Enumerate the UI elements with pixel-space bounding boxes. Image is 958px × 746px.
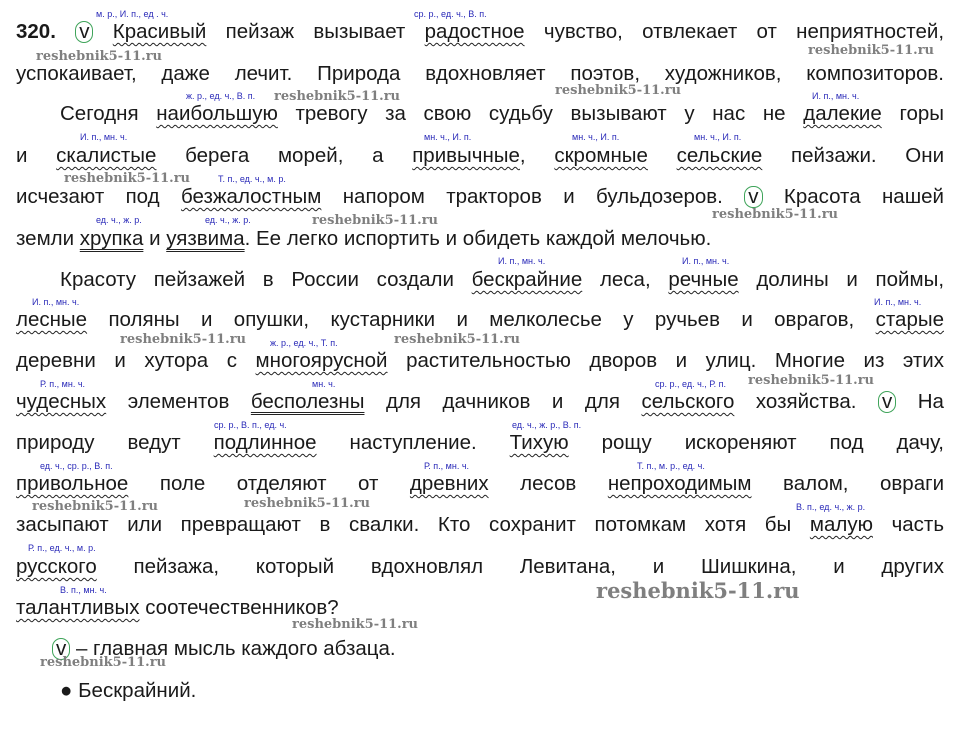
word-bezzhalostnym: безжалостным xyxy=(180,185,322,208)
annotation: Р. п., мн. ч. xyxy=(424,461,470,471)
watermark: reshebnik5-11.ru xyxy=(312,213,439,228)
watermark: reshebnik5-11.ru xyxy=(808,43,935,58)
annotation: И. п., мн. ч. xyxy=(812,91,860,101)
word-selskie: сельские xyxy=(676,144,763,167)
word-mnogoyarusnoi: многоярусной xyxy=(255,349,388,372)
word-podlinnoe: подлинное xyxy=(213,431,317,454)
main-idea-mark: v xyxy=(744,186,762,208)
annotation: мн. ч., И. п. xyxy=(572,132,620,142)
word-dalekie: далекие xyxy=(803,102,882,125)
annotation: В. п., мн. ч. xyxy=(60,585,107,595)
word-selskogo: сельского xyxy=(641,390,735,413)
word-naibolshuyu: наибольшую xyxy=(156,102,278,125)
annotation: В. п., ед. ч., ж. р. xyxy=(796,502,866,512)
watermark: reshebnik5-11.ru xyxy=(32,499,159,514)
word-privychnye: привычные xyxy=(412,144,520,167)
watermark: reshebnik5-11.ru xyxy=(64,171,191,186)
annotation: ед. ч., ж. р. xyxy=(96,215,142,225)
answer-line: ● Бескрайний. xyxy=(60,679,197,702)
annotation: м. р., И. п., ед . ч. xyxy=(96,9,169,19)
bullet-icon: ● xyxy=(60,679,73,702)
main-idea-mark: v xyxy=(52,638,70,660)
word-drevnih: древних xyxy=(409,472,489,495)
word-skromnye: скромные xyxy=(554,144,648,167)
word-tihuyu: Тихую xyxy=(509,431,569,454)
annotation: мн. ч., И. п. xyxy=(424,132,472,142)
text-line-7: Красоту пейзажей в России создали бескрайние леса, речные долины и поймы, xyxy=(60,268,945,291)
annotation: мн. ч., И. п. xyxy=(694,132,742,142)
word-hrupka: хрупка xyxy=(79,227,144,250)
annotation: Т. п., ед. ч., м. р. xyxy=(218,174,286,184)
annotation: ср. р., ед. ч., Р. п. xyxy=(655,379,726,389)
word-russkogo: русского xyxy=(16,555,97,578)
word-lesnye: лесные xyxy=(16,308,88,331)
text-line-9: деревни и хутора с многоярусной растительностью дворов и улиц. Многие из этих xyxy=(16,349,944,372)
watermark: reshebnik5-11.ru xyxy=(244,496,371,511)
word-starye: старые xyxy=(875,308,944,331)
word-radostnoe: радостное xyxy=(424,20,525,43)
watermark: reshebnik5-11.ru xyxy=(274,89,401,104)
watermark: reshebnik5-11.ru xyxy=(394,332,521,347)
word-uyazvima: уязвима xyxy=(166,227,245,250)
text-line-4: и скалистые берега морей, а привычные, скромные сельские пейзажи. Они xyxy=(16,144,945,167)
watermark: reshebnik5-11.ru xyxy=(596,578,800,603)
annotation: ед. ч., ср. р., В. п. xyxy=(40,461,113,471)
annotation: И. п., мн. ч. xyxy=(80,132,128,142)
legend-line: v – главная мысль каждого абзаца. xyxy=(52,637,396,661)
word-chudesnyh: чудесных xyxy=(16,390,107,413)
word-maluyu: малую xyxy=(809,513,873,536)
text-line-2: успокаивает, даже лечит. Природа вдохновляет поэтов, художников, композиторов. xyxy=(16,62,944,85)
annotation: И. п., мн. ч. xyxy=(498,256,546,266)
text-line-10: чудесных элементов бесполезны для дачников и для сельского хозяйства. v На xyxy=(16,390,944,413)
watermark: reshebnik5-11.ru xyxy=(120,332,247,347)
exercise-number: 320. xyxy=(16,20,56,43)
text-line-6: земли хрупка и уязвима. Ее легко испортить и обидеть каждой мелочью. xyxy=(16,227,712,250)
word-privolnoe: привольное xyxy=(16,472,129,495)
watermark: reshebnik5-11.ru xyxy=(292,617,419,632)
text-line-1: 320. v Красивый пейзаж вызывает радостное чувство, отвлекает от неприятностей, xyxy=(16,20,945,43)
annotation: ед. ч., ж. р., В. п. xyxy=(512,420,582,430)
text-line-11: природу ведут подлинное наступление. Тихую рощу искореняют под дачу, xyxy=(16,431,944,454)
text-line-12: привольное поле отделяют от древних лесов непроходимым валом, овраги xyxy=(16,472,945,495)
word-rechnye: речные xyxy=(668,268,739,291)
text-line-3: Сегодня наибольшую тревогу за свою судьбу вызывают у нас не далекие горы xyxy=(60,102,945,125)
watermark: reshebnik5-11.ru xyxy=(748,373,875,388)
annotation: ср. р., ед. ч., В. п. xyxy=(414,9,487,19)
watermark: reshebnik5-11.ru xyxy=(40,655,167,670)
word-bespolezny: бесполезны xyxy=(250,390,365,413)
annotation: И. п., мн. ч. xyxy=(874,297,922,307)
annotation: Р. п., мн. ч. xyxy=(40,379,86,389)
text-line-8: лесные поляны и опушки, кустарники и мелколесье у ручьев и оврагов, старые xyxy=(16,308,944,331)
watermark: reshebnik5-11.ru xyxy=(712,207,839,222)
text-line-14: русского пейзажа, который вдохновлял Левитана, и Шишкина, и других xyxy=(16,555,944,578)
annotation: Т. п., м. р., ед. ч. xyxy=(637,461,705,471)
annotation: Р. п., ед. ч., м. р. xyxy=(28,543,96,553)
annotation: И. п., мн. ч. xyxy=(32,297,80,307)
word-beskrainie: бескрайние xyxy=(471,268,583,291)
word-krasivyi: Красивый xyxy=(112,20,207,43)
word-talantlivyh: талантливых xyxy=(16,596,140,619)
word-neprohodimym: непроходимым xyxy=(607,472,752,495)
main-idea-mark: v xyxy=(75,21,93,43)
annotation: мн. ч. xyxy=(312,379,336,389)
text-line-5: исчезают под безжалостным напором тракторов и бульдозеров. v Красота нашей xyxy=(16,185,944,208)
annotation: ед. ч., ж. р. xyxy=(205,215,251,225)
annotation: ж. р., ед. ч., В. п. xyxy=(186,91,256,101)
annotation: ср. р., В. п., ед. ч. xyxy=(214,420,287,430)
watermark: reshebnik5-11.ru xyxy=(555,83,682,98)
watermark: reshebnik5-11.ru xyxy=(36,49,163,64)
main-idea-mark: v xyxy=(878,391,896,413)
annotation: И. п., мн. ч. xyxy=(682,256,730,266)
word-skalistye: скалистые xyxy=(56,144,157,167)
text-line-13: засыпают или превращают в свалки. Кто сохранит потомкам хотя бы малую часть xyxy=(16,513,944,536)
annotation: ж. р., ед. ч., Т. п. xyxy=(270,338,338,348)
text-line-15: талантливых соотечественников? xyxy=(16,596,339,619)
